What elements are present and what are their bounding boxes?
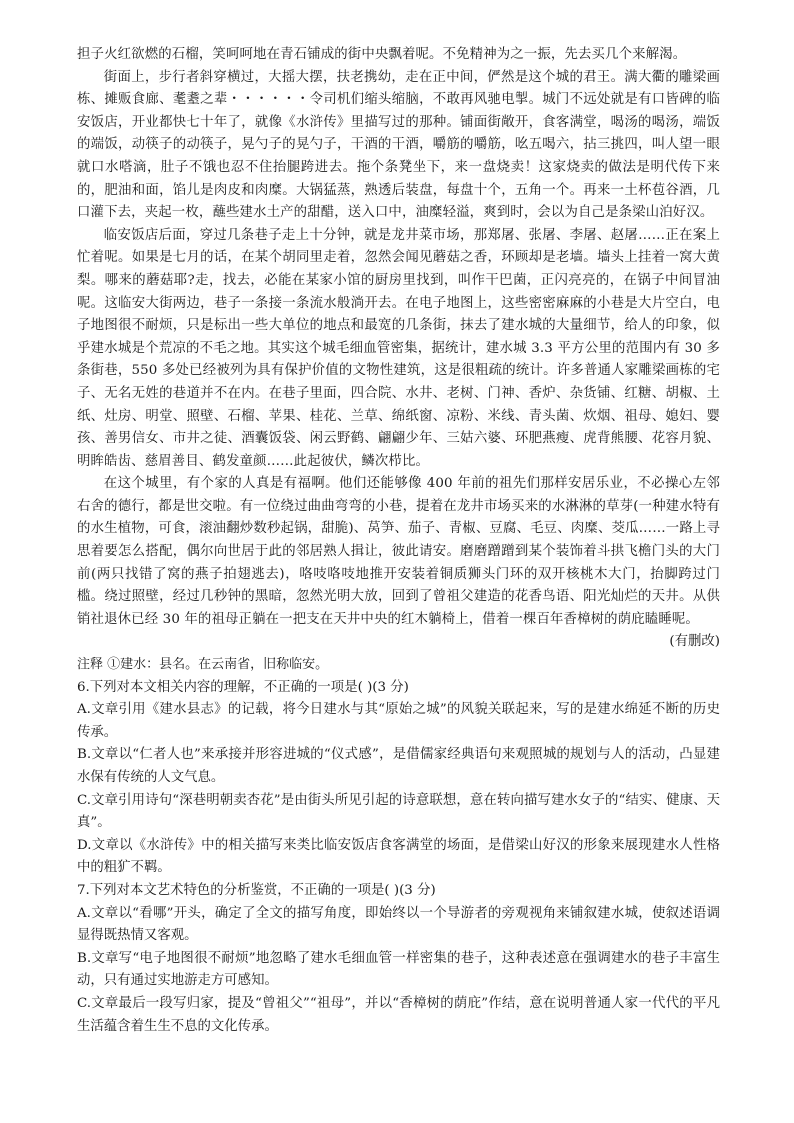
document-page (77, 44, 720, 1038)
option-c: C.文章引用诗句“深巷明朝卖杏花”是由街头所见引起的诗意联想，意在转向描写建水女子的“结实、健康、天真”。 (77, 792, 720, 831)
source-note: (有删改) (669, 634, 720, 650)
passage-paragraph-continuation: 担子火红欲燃的石榴，笑呵呵地在青石铺成的街中央飘着呢。不免精神为之一振，先去买几个来解渴。 (77, 47, 687, 62)
option-b: B.文章以“仁者人也”来承接并形容进城的“仪式感”，是借儒家经典语句来观照城的规划与人的活动，凸显建水保有传统的人文气息。 (77, 747, 720, 785)
annotation-note: 注释 ①建水：县名。在云南省，旧称临安。 (77, 657, 329, 673)
option-a: A.文章引用《建水县志》的记载，将今日建水与其“原始之城”的风貌关联起来，写的是建水绵延不断的历史传承。 (77, 702, 720, 740)
option-b: B.文章写“电子地图很不耐烦”地忽略了建水毛细血管一样密集的巷子，这种表述意在强调建水的巷子丰富生动，只有通过实地游走方可感知。 (77, 950, 720, 989)
option-d: D.文章以《水浒传》中的相关描写来类比临安饭店食客满堂的场面，是借梁山好汉的形象来展现建水人性格中的粗犷不羁。 (77, 837, 720, 876)
option-c: C.文章最后一段写归家，提及“曾祖父”“祖母”，并以“香樟树的荫庇”作结，意在说明普通人家一代代的平凡生活蕴含着生生不息的文化传承。 (77, 995, 720, 1034)
option-a: A.文章以“看哪”开头，确定了全文的描写角度，即始终以一个导游者的旁观视角来铺叙建水城，使叙述语调显得既热情又客观。 (77, 905, 720, 944)
question-stem: 6.下列对本文相关内容的理解，不正确的一项是( )(3 分) (77, 679, 409, 695)
question-6 (77, 677, 720, 880)
passage-paragraph-home: 在这个城里，有个家的人真是有福啊。他们还能够像 400 年前的祖先们那样安居乐业，不必操心左邻右舍的德行，都是世交啦。有一位绕过曲曲弯弯的小巷，提着在龙井市场买来的水淋淋的草芽(一种建水特有的水生植物，可食，滚油翻炒数秒起锅，甜脆)、莴笋、茄子、青椒、豆腐、毛豆、肉糜、茭瓜……一路上寻思着要怎么搭配，偶尔向世居于此的邻居熟人揖让，彼此请安。磨磨蹭蹭到某个装饰着斗拱飞檐门头的大门前(两只找错了窝的燕子拍翅逃去)，咯吱咯吱地推开安装着铜质狮头门环的双开核桃木大门，抬脚跨过门槛。绕过照壁，经过几秒钟的黑暗，忽然光明大放，回到了曾祖父建造的花香鸟语、阳光灿烂的天井。从供销社退休已经 30 年的祖母正躺在一把支在天井中央的红木躺椅上，借着一棵百年香樟树的荫庇瞌睡呢。 (77, 476, 720, 627)
passage-paragraph-alleys: 临安饭店后面，穿过几条巷子走上十分钟，就是龙井菜市场，那郑屠、张屠、李屠、赵屠……正在案上忙着呢。如果是七月的话，在某个胡同里走着，忽然会闻见蘑菇之香，环顾却是老墙。墙头上挂着一窝大黄梨。哪来的蘑菇耶?走，找去，必能在某家小馆的厨房里找到，叫作干巴菌，正闪亮亮的，在锅子中间冒油呢。这临安大街两边，巷子一条接一条流水般淌开去。在电子地图上，这些密密麻麻的小巷是大片空白，电子地图很不耐烦，只是标出一些大单位的地点和最宽的几条街，抹去了建水城的大量细节，给人的印象，似乎建水城是个荒凉的不毛之地。其实这个城毛细血管密集，据统计，建水城 3.3 平方公里的范围内有 30 多条街巷，550 多处已经被列为具有保护价值的文物性建筑，这是很粗疏的统计。许多普通人家雕梁画栋的宅子、无名无姓的巷道并不在内。在巷子里面，四合院、水井、老树、门神、香炉、杂货铺、红糖、胡椒、土纸、灶房、明堂、照壁、石榴、苹果、桂花、兰草、绵纸窗、凉粉、米线、青头菌、炊烟、祖母、媳妇、婴孩、善男信女、市井之徒、酒囊饭袋、闲云野鹤、翩翩少年、三姑六婆、环肥燕瘦、虎背熊腰、花容月貌、明眸皓齿、慈眉善目、鹤发童颜……此起彼伏，鳞次栉比。 (77, 227, 720, 469)
passage-paragraph-street: 街面上，步行者斜穿横过，大摇大摆，扶老携幼，走在正中间，俨然是这个城的君王。满大衢的雕梁画栋、摊贩食廊、耄耋之辈・・・・・・令司机们缩头缩脑，不敢再风驰电掣。城门不远处就是有口皆碑的临安饭店，开业都快七十年了，就像《水浒传》里描写过的那种。铺面街敞开，食客满堂，喝汤的喝汤，端饭的端饭，动筷子的动筷子，晃勺子的晃勺子，干酒的干酒，嚼筋的嚼筋，吆五喝六，拈三挑四，叫人望一眼就口水嗒滴，肚子不饿也忍不住抬腿跨进去。拖个条凳坐下，来一盘烧卖！这家烧卖的做法是明代传下来的，肥油和面，馅儿是肉皮和肉糜。大锅猛蒸，熟透后装盘，每盘十个，五角一个。再来一土杯苞谷酒，几口灌下去，夹起一枚，蘸些建水土产的甜醋，送入口中，油糜轻溢，爽到时，会以为自己是条梁山泊好汉。 (77, 69, 720, 221)
question-7 (77, 880, 720, 1038)
question-stem: 7.下列对本文艺术特色的分析鉴赏，不正确的一项是( )(3 分) (77, 882, 436, 898)
